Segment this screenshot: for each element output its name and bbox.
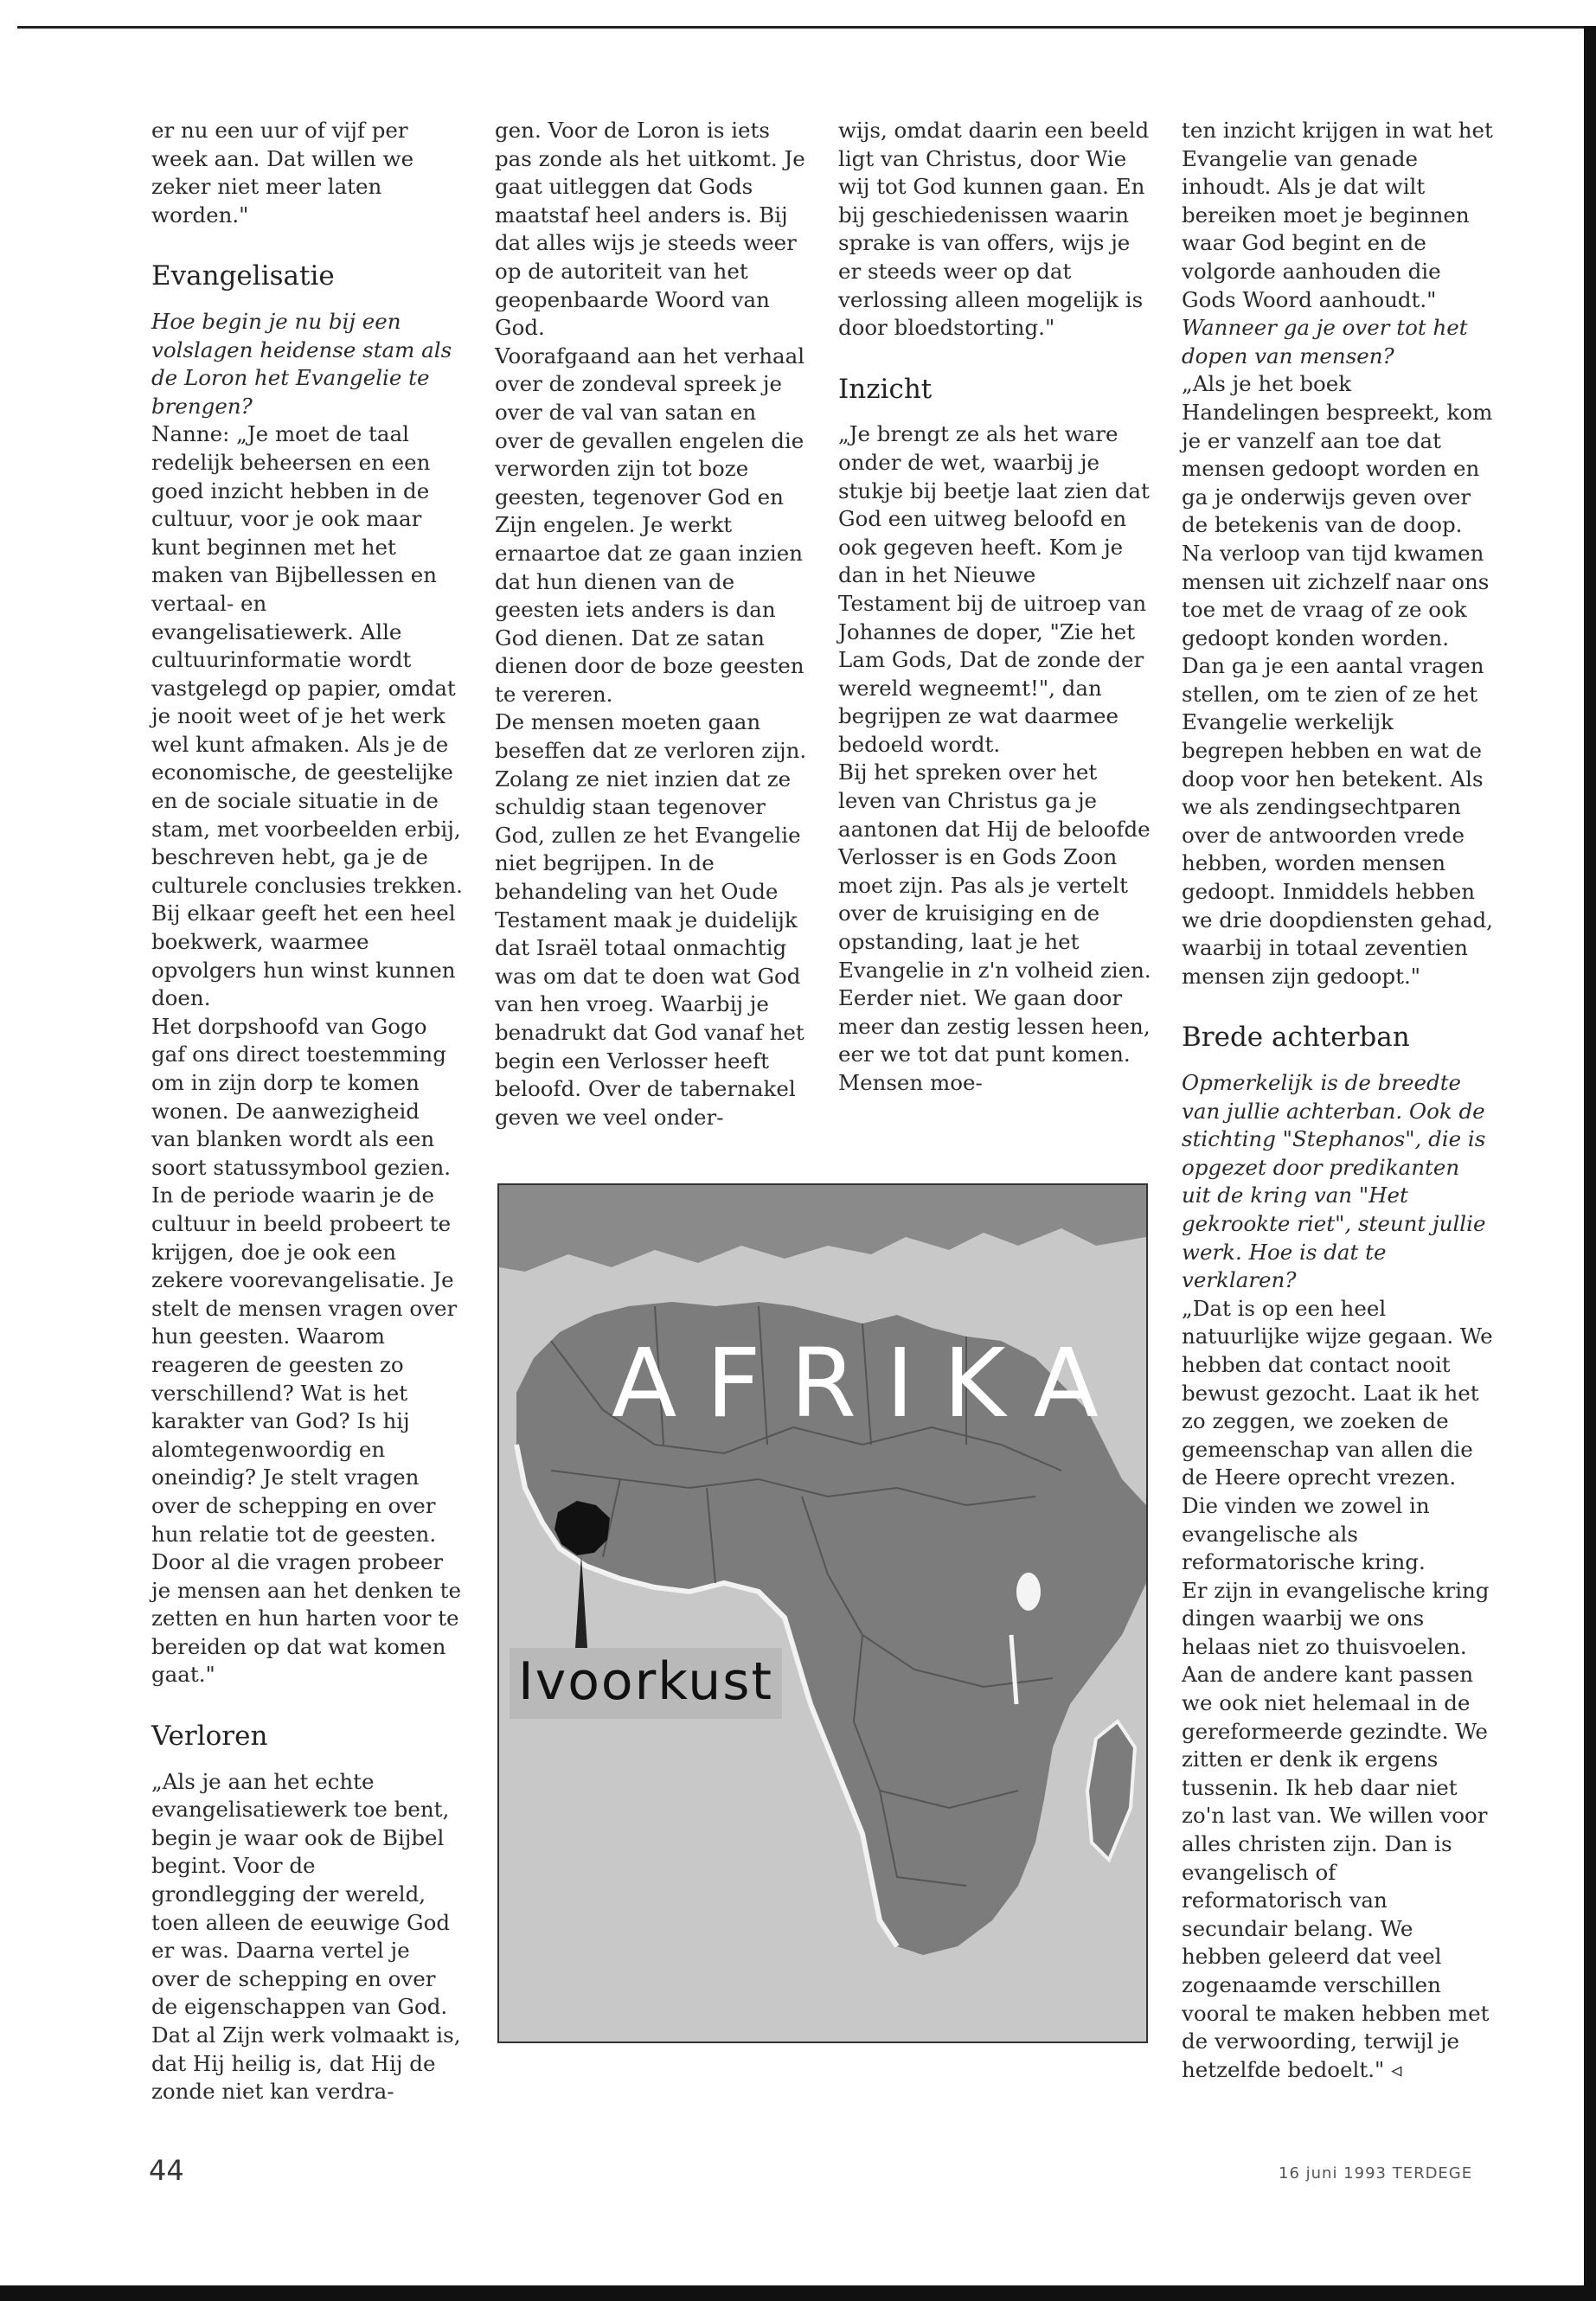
- paragraph: „Dat is op een heel natuurlijke wijze gegaan. We hebben dat contact nooit bewust gezocht. Laat ik het zo zeggen, we zoeken de gemeenschap van allen die de Heere oprecht vrezen. Die vinden we zowel in evangelische als reformatorische kring.: [1182, 1295, 1493, 1575]
- heading-evangelisatie: Evangelisatie: [151, 260, 335, 292]
- lake-victoria: [1016, 1573, 1041, 1611]
- paragraph: Bij het spreken over het leven van Christus ga je aantonen dat Hij de beloofde Verlosser is en Gods Zoon moet zijn. Pas als je vertelt over de kruisiging en de opstanding, laat je het Evangelie in z'n volheid zien. Eerder niet. We gaan door meer dan zestig lessen heen, eer we tot dat punt komen. Mensen moe-: [838, 760, 1151, 1095]
- page-border-top: [17, 26, 1587, 29]
- map-title: AFRIKA: [612, 1328, 1128, 1439]
- heading-verloren: Verloren: [151, 1721, 268, 1753]
- column-4: [1182, 117, 1495, 2084]
- paragraph: Voorafgaand aan het verhaal over de zondeval spreek je over de val van satan en over de gevallen engelen die verworden zijn tot boze geesten, tegenover God en Zijn engelen. Je werkt ernaartoe dat ze gaan inzien dat hun dienen van de geesten iets anders is dan God dienen. Dat ze satan dienen door de boze geesten te vereren.: [495, 343, 805, 707]
- page-border-bottom: [0, 2285, 1596, 2301]
- paragraph: „Als je het boek Handelingen bespreekt, kom je er vanzelf aan toe dat mensen gedoopt worden en ga je onderwijs geven over de betekenis van de doop. Na verloop van tijd kwamen mensen uit zichzelf naar ons toe met de vraag of ze ook gedoopt konden worden. Dan ga je een aantal vragen stellen, om te zien of ze het Evangelie werkelijk begrepen hebben en wat de doop voor hen betekent. Als we als zendingsechtparen over de antwoorden vrede hebben, worden mensen gedoopt. Inmiddels hebben we drie doopdiensten gehad, waarbij in totaal zeventien mensen zijn gedoopt.": [1182, 371, 1493, 989]
- paragraph: „Als je aan het echte evangelisatiewerk toe bent, begin je waar ook de Bijbel begint. Voor de grondlegging der wereld, toen alleen de eeuwige God er was. Daarna vertel je over de schepping en over de eigenschappen van God. Dat al Zijn werk volmaakt is, dat Hij heilig is, dat Hij de zonde niet kan verdra-: [151, 1768, 461, 2105]
- page-number: 44: [149, 2154, 184, 2187]
- issue-date-magazine: 16 juni 1993 TERDEGE: [1279, 2164, 1473, 2182]
- paragraph: er nu een uur of vijf per week aan. Dat willen we zeker niet meer laten worden.": [151, 118, 414, 228]
- paragraph: De mensen moeten gaan beseffen dat ze verloren zijn. Zolang ze niet inzien dat ze schuldig staan tegenover God, zullen ze het Evangelie niet begrijpen. In de behandeling van het Oude Testament maak je duidelijk dat Israël totaal onmachtig was om dat te doen wat God van hen vroeg. Waarbij je benadrukt dat God vanaf het begin een Verlosser heeft beloofd. Over de tabernakel geven we veel onder-: [495, 709, 807, 1130]
- interview-question: Hoe begin je nu bij een volslagen heidense stam als de Loron het Evangelie te brengen?: [151, 308, 452, 419]
- interview-question: Opmerkelijk is de breedte van jullie achterban. Ook de stichting "Stephanos", die is opgezet door predikanten uit de kring van "Het gekrookte riet", steunt jullie werk. Hoe is dat te verklaren?: [1182, 1070, 1486, 1293]
- interview-question: Wanneer ga je over tot het dopen van mensen?: [1182, 315, 1468, 369]
- column-1: [151, 117, 463, 2106]
- column-3: [838, 117, 1151, 1098]
- paragraph: Het dorpshoofd van Gogo gaf ons direct toestemming om in zijn dorp te komen wonen. De aanwezigheid van blanken wordt als een soort statussymbool gezien. In de periode waarin je de cultuur in beeld probeert te krijgen, doe je ook een zekere voorevangelisatie. Je stelt de mensen vragen over hun geesten. Waarom reageren de geesten zo verschillend? Wat is het karakter van God? Is hij alomtegenwoordig en oneindig? Je stelt vragen over de schepping en over hun relatie tot de geesten. Door al die vragen probeer je mensen aan het denken te zetten en hun harten voor te bereiden op dat wat komen gaat.": [151, 1013, 461, 1688]
- heading-brede-achterban: Brede achterban: [1182, 1022, 1410, 1054]
- paragraph: „Je brengt ze als het ware onder de wet, waarbij je stukje bij beetje laat zien dat God een uitweg beloofd en ook gegeven heeft. Kom je dan in het Nieuwe Testament bij de uitroep van Johannes de doper, "Zie het Lam Gods, Dat de zonde der wereld wegneemt!", dan begrijpen ze wat daarmee bedoeld wordt.: [838, 421, 1150, 757]
- paragraph: gen. Voor de Loron is iets pas zonde als het uitkomt. Je gaat uitleggen dat Gods maatstaf heel anders is. Bij dat alles wijs je steeds weer op de autoriteit van het geopenbaarde Woord van God.: [495, 118, 805, 341]
- paragraph: wijs, omdat daarin een beeld ligt van Christus, door Wie wij tot God kunnen gaan. En bij geschiedenissen waarin sprake is van offers, wijs je er steeds weer op dat verlossing alleen mogelijk is door bloedstorting.": [838, 118, 1150, 341]
- africa-map-graphic: [499, 1185, 1146, 2041]
- column-2: [495, 117, 808, 1131]
- africa-map: [497, 1183, 1148, 2043]
- heading-inzicht: Inzicht: [838, 373, 933, 405]
- paragraph: Nanne: „Je moet de taal redelijk beheersen en een goed inzicht hebben in de cultuur, voor je ook maar kunt beginnen met het maken van Bijbellessen en vertaal- en evangelisatiewerk. Alle cultuurinformatie wordt vastgelegd op papier, omdat je nooit weet of je het werk wel kunt afmaken. Als je de economische, de geestelijke en de sociale situatie in de stam, met voorbeelden erbij, beschreven hebt, ga je de culturele conclusies trekken. Bij elkaar geeft het een heel boekwerk, waarmee opvolgers hun winst kunnen doen.: [151, 421, 463, 1011]
- country-label-ivoorkust: Ivoorkust: [510, 1648, 782, 1719]
- paragraph: Er zijn in evangelische kring dingen waarbij we ons helaas niet zo thuisvoelen. Aan de andere kant passen we ook niet helemaal in de gereformeerde gezindte. We zitten er denk ik ergens tussenin. Ik heb daar niet zo'n last van. We willen voor alles christen zijn. Dan is evangelisch of reformatorisch van secundair belang. We hebben geleerd dat veel zogenaamde verschillen vooral te maken hebben met de verwoording, terwijl je hetzelfde bedoelt." ◃: [1182, 1577, 1490, 2082]
- page-border-right: [1584, 26, 1596, 2292]
- paragraph: ten inzicht krijgen in wat het Evangelie van genade inhoudt. Als je dat wilt bereiken moet je beginnen waar God begint en de volgorde aanhouden die Gods Woord aanhoudt.": [1182, 118, 1493, 312]
